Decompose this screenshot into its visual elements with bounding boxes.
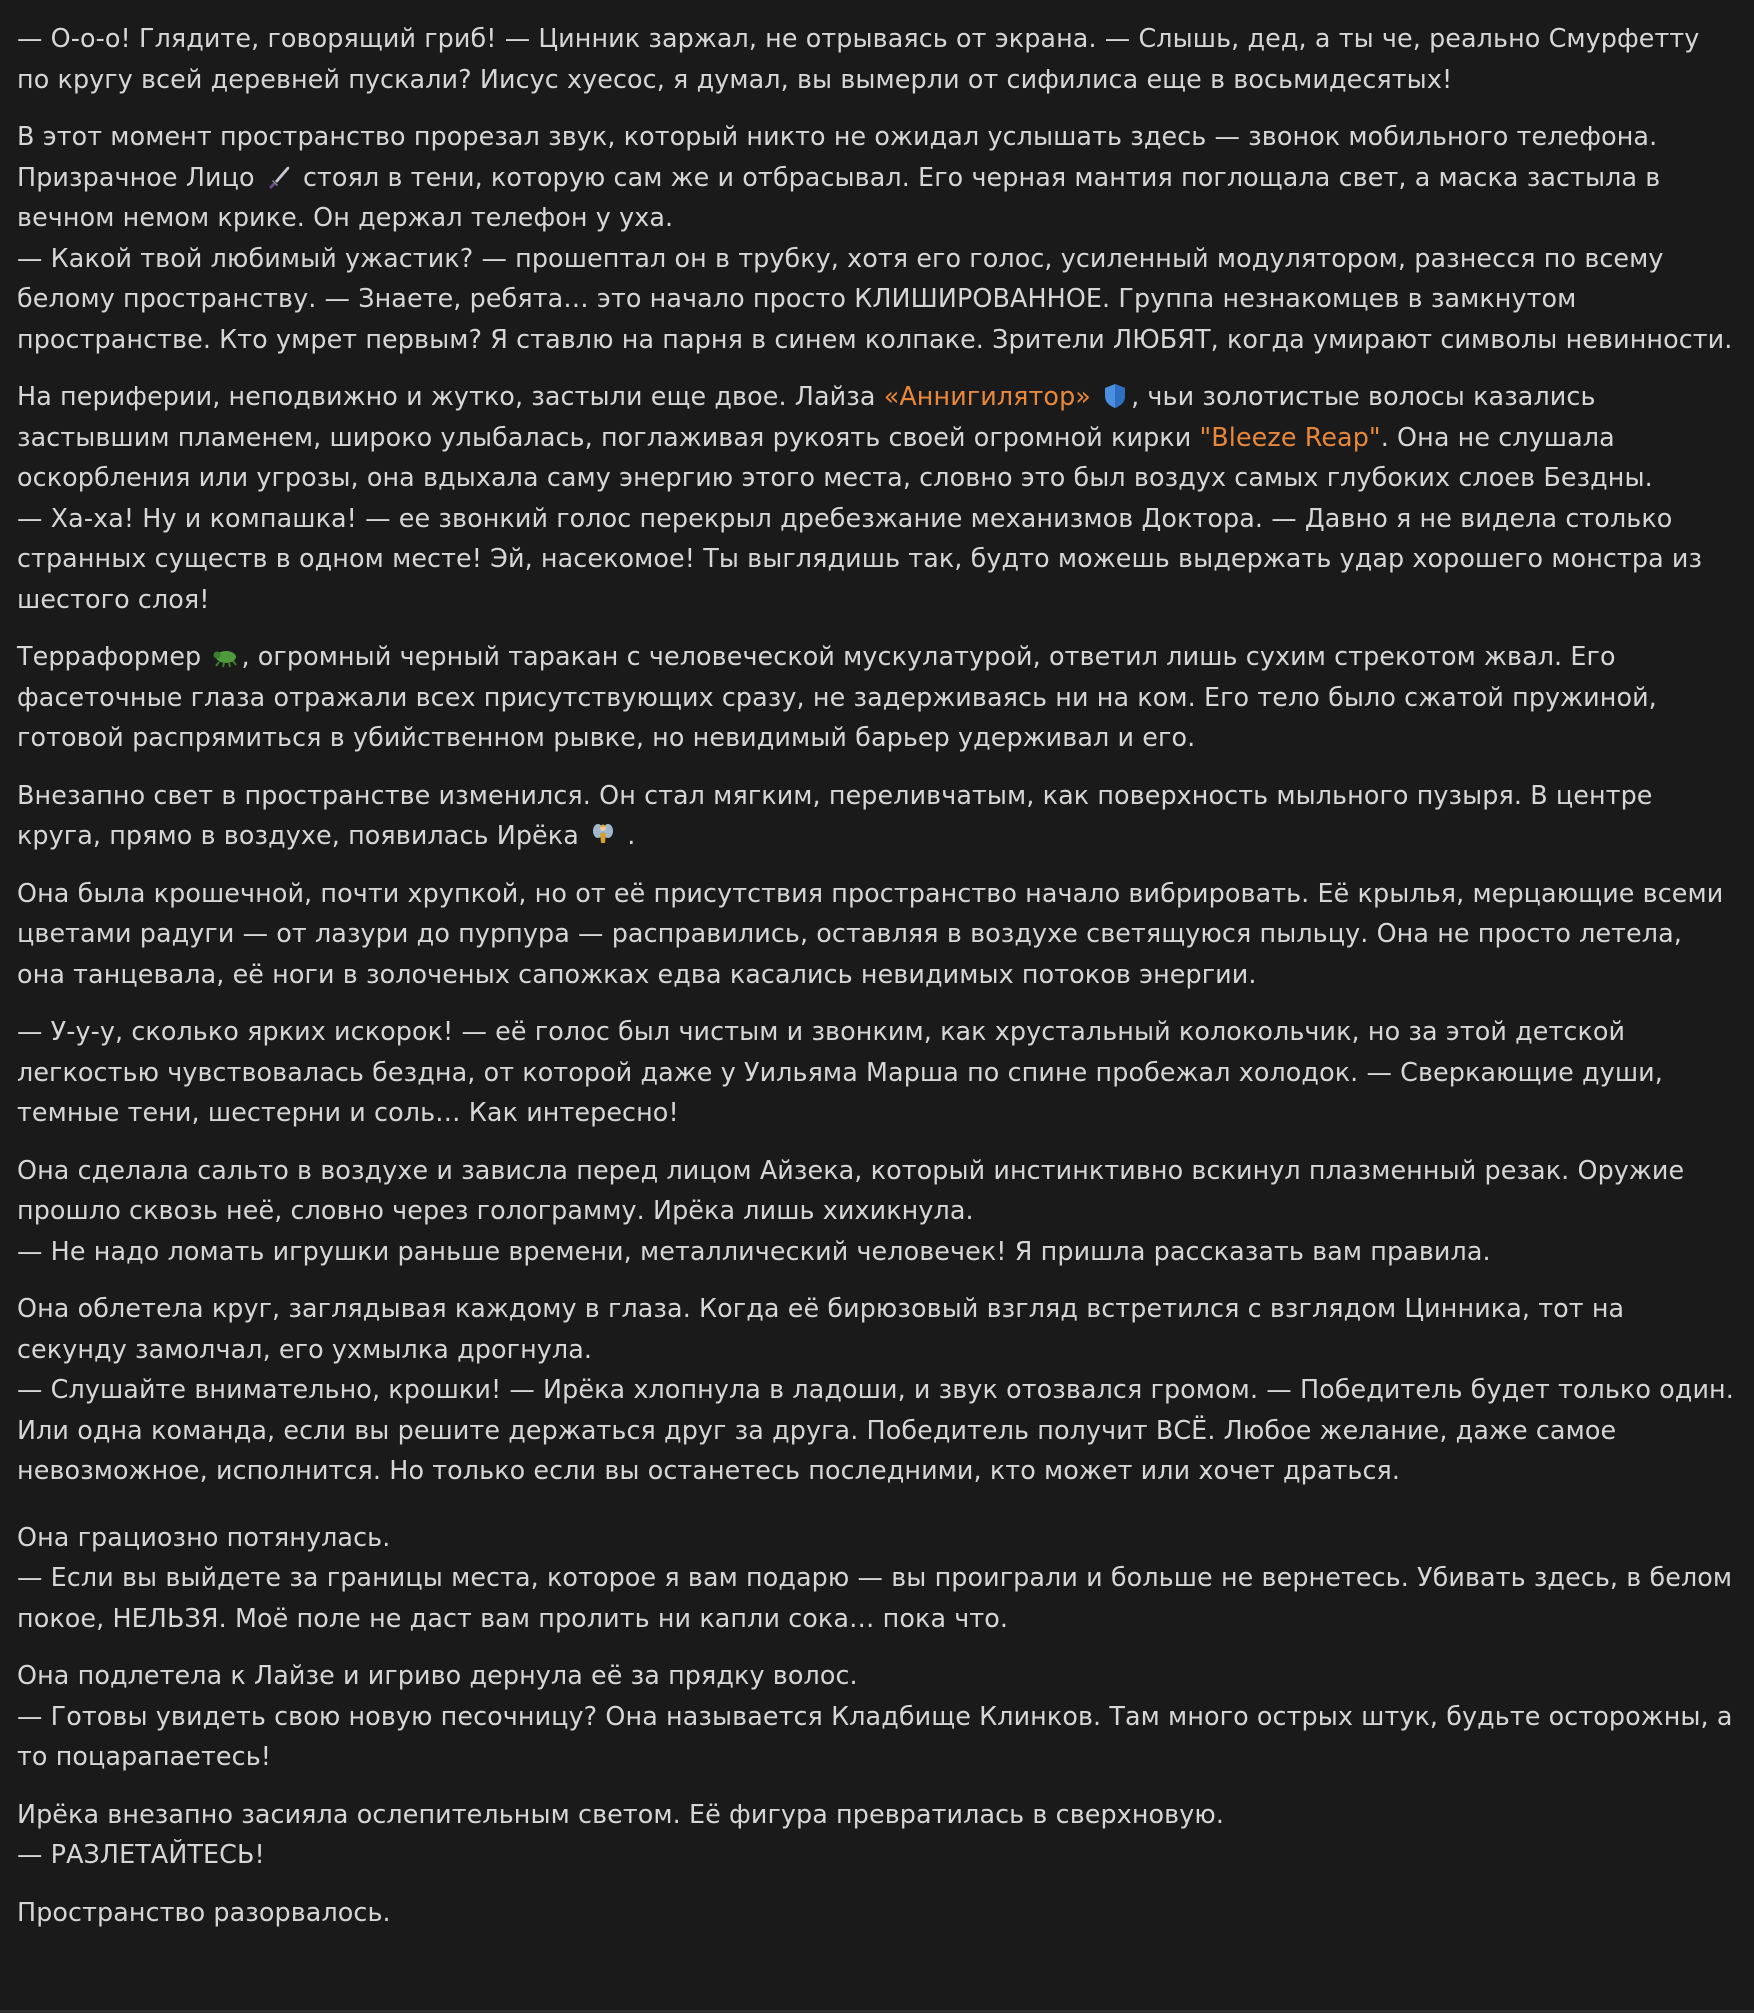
paragraph: [17, 116, 1738, 238]
paragraph: Пространство разорвалось.: [17, 1896, 391, 1927]
paragraph: — Готовы увидеть свою новую песочницу? Она называется Кладбище Клинков. Там много острых штук, будьте осторожны, а то поцарапаетесь!: [17, 1700, 1733, 1771]
paragraph: — Слушайте внимательно, крошки! — Ирёка хлопнула в ладоши, и звук отозвался громом. — Победитель будет только один. Или одна команда, если вы решите держаться друг за друга. Победитель получит ВСЁ. Любое желание, даже самое невозможное, исполнится. Но только если вы останетесь последними, кто может или хочет драться.: [17, 1374, 1734, 1485]
text-span: .: [627, 820, 636, 850]
text-span: В этот момент пространство прорезал звук, который никто не ожидал услышать здесь — звонок мобильного телефона. Призрачное Лицо: [17, 121, 1658, 192]
text-span: , огромный черный таракан с человеческой мускулатурой, ответил лишь сухим стрекотом жвал. Его фасеточные глаза отражали всех присутствующих сразу, не задерживаясь ни на ком. Его тело было сжатой пружиной, готовой распрямиться в убийственном рывке, но невидимый барьер удерживал и его.: [17, 641, 1657, 752]
text-span: , чьи золотистые волосы казались застывшим пламенем, широко улыбалась, поглаживая рукоять своей огромной кирки: [17, 381, 1596, 452]
knife-icon: [265, 163, 293, 191]
paragraph: Она сделала сальто в воздухе и зависла перед лицом Айзека, который инстинктивно вскинул плазменный резак. Оружие прошло сквозь неё, словно через голограмму. Ирёка лишь хихикнула.: [17, 1154, 1685, 1225]
text-span: На периферии, неподвижно и жутко, застыли еще двое. Лайза: [17, 381, 876, 411]
highlight-name: «Аннигилятор»: [883, 381, 1091, 411]
paragraph: Она подлетела к Лайзе и игриво дернула её за прядку волос.: [17, 1660, 858, 1690]
paragraph: Она облетела круг, заглядывая каждому в глаза. Когда её бирюзовый взгляд встретился с взглядом Цинника, тот на секунду замолчал, его ухмылка дрогнула.: [17, 1293, 1625, 1364]
paragraph: — Если вы выйдете за границы места, которое я вам подарю — вы проиграли и больше не вернетесь. Убивать здесь, в белом покое, НЕЛЬЗЯ. Моё поле не даст вам пролить ни капли сока… пока что.: [17, 1562, 1733, 1633]
text-span: Внезапно свет в пространстве изменился. Он стал мягким, переливчатым, как поверхность мыльного пузыря. В центре круга, прямо в воздухе, появилась Ирёка: [17, 779, 1653, 850]
paragraph: — РАЗЛЕТАЙТЕСЬ!: [17, 1839, 265, 1869]
cockroach-icon: [211, 642, 239, 670]
paragraph: — У-у-у, сколько ярких искорок! — её голос был чистым и звонким, как хрустальный колокольчик, но за этой детской легкостью чувствовалась бездна, от которой даже у Уильяма Марша по спине пробежал холодок. — Сверкающие души, темные тени, шестерни и соль… Как интересно!: [17, 1016, 1663, 1127]
paragraph: [17, 775, 1738, 856]
highlight-weapon: "Bleeze Reap": [1199, 421, 1381, 452]
paragraph: [17, 376, 1738, 498]
paragraph: Она была крошечной, почти хрупкой, но от её присутствия пространство начало вибрировать. Её крылья, мерцающие всеми цветами радуги — от лазури до пурпура — расправились, оставляя в воздухе светящуюся пыльцу. Она не просто летела, она танцевала, её ноги в золоченых сапожках едва касались невидимых потоков энергии.: [17, 877, 1724, 989]
shield-icon: [1101, 382, 1129, 410]
paragraph: Ирёка внезапно засияла ослепительным светом. Её фигура превратилась в сверхновую.: [17, 1798, 1225, 1829]
paragraph: — Не надо ломать игрушки раньше времени, металлический человечек! Я пришла рассказать вам правила.: [17, 1235, 1491, 1266]
paragraph: [17, 636, 1738, 758]
fairy-icon: [589, 821, 617, 849]
paragraph: — О-о-о! Глядите, говорящий гриб! — Цинник заржал, не отрываясь от экрана. — Слышь, дед, а ты че, реально Смурфетту по кругу всей деревней пускали? Иисус хуесос, я думал, вы вымерли от сифилиса еще в восьмидесятых!: [17, 23, 1700, 94]
text-span: . Она не слушала оскорбления или угрозы, она вдыхала саму энергию этого места, словно это был воздух самых глубоких слоев Бездны.: [17, 421, 1653, 492]
paragraph: — Какой твой любимый ужастик? — прошептал он в трубку, хотя его голос, усиленный модулятором, разнесся по всему белому пространству. — Знаете, ребята… это начало просто КЛИШИРОВАННОЕ. Группа незнакомцев в замкнутом пространстве. Кто умрет первым? Я ставлю на парня в синем колпаке. Зрители ЛЮБЯТ, когда умирают символы невинности.: [17, 242, 1733, 354]
paragraph: Она грациозно потянулась.: [17, 1521, 391, 1552]
paragraph: — Ха-ха! Ну и компашка! — ее звонкий голос перекрыл дребезжание механизмов Доктора. — Давно я не видела столько странных существ в одном месте! Эй, насекомое! Ты выглядишь так, будто можешь выдержать удар хорошего монстра из шестого слоя!: [17, 502, 1703, 614]
text-span: стоял в тени, которую сам же и отбрасывал. Его черная мантия поглощала свет, а маска застыла в вечном немом крике. Он держал телефон у уха.: [17, 161, 1661, 232]
text-span: Терраформер: [17, 641, 202, 671]
